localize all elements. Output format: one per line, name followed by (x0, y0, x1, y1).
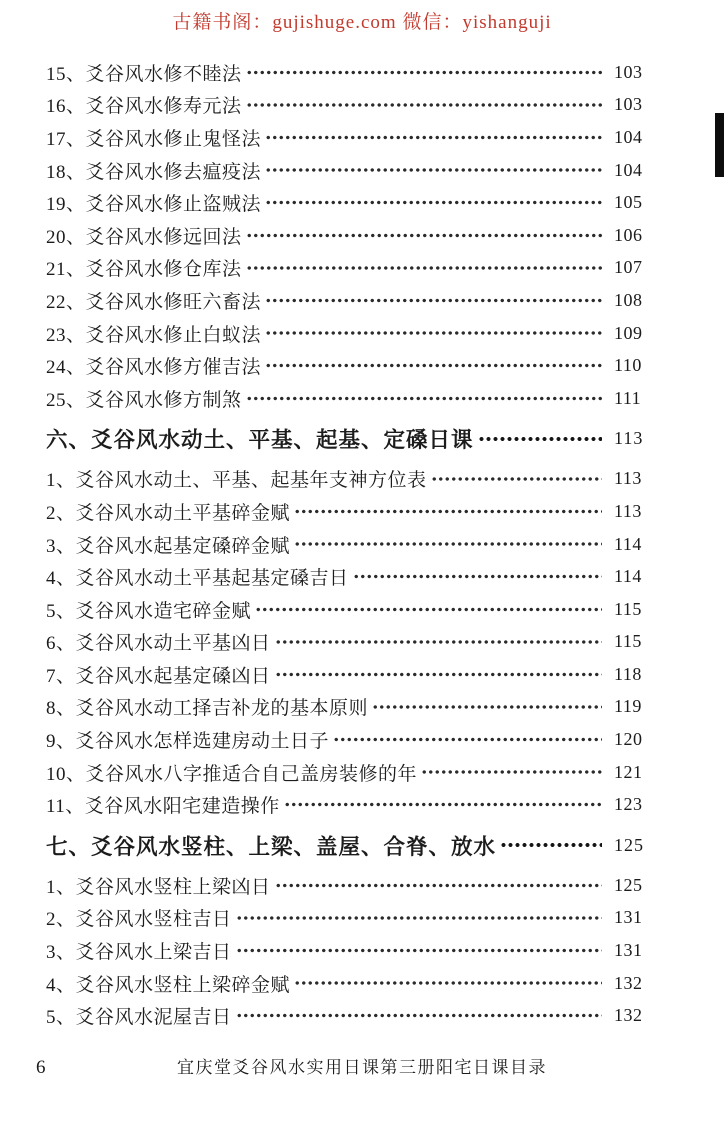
dot-leader (275, 626, 602, 659)
dot-leader (353, 560, 602, 593)
toc-row (46, 56, 660, 89)
page-number: 119 (614, 696, 642, 717)
toc-row (46, 121, 660, 154)
page-number: 103 (614, 61, 643, 82)
toc-row (46, 658, 660, 691)
toc-row (46, 691, 660, 724)
dot-leader (284, 788, 602, 821)
dot-leader (246, 89, 602, 122)
toc-row (46, 349, 660, 382)
toc-row (46, 934, 660, 967)
dot-leader (294, 967, 602, 1000)
page-number: 121 (614, 761, 643, 782)
dot-leader (246, 382, 602, 415)
page-number: 125 (614, 834, 644, 855)
footer-page-number: 6 (36, 1057, 46, 1078)
dot-leader (246, 219, 602, 252)
page-number: 131 (614, 940, 643, 961)
page-number: 118 (614, 663, 642, 684)
toc-entry-label: 3、爻谷风水起基定磉碎金赋 (46, 535, 291, 557)
toc-entry-label: 2、爻谷风水动土平基碎金赋 (46, 502, 291, 524)
toc-entry-label: 18、爻谷风水修去瘟疫法 (46, 161, 262, 183)
toc-row (46, 967, 660, 1000)
page-number: 114 (614, 566, 642, 587)
toc-row (46, 593, 660, 626)
toc-entry-label: 16、爻谷风水修寿元法 (46, 96, 242, 118)
page-number: 113 (614, 500, 642, 521)
page-number: 115 (614, 631, 642, 652)
toc-row (46, 284, 660, 317)
toc-row (46, 219, 660, 252)
page-number: 106 (614, 224, 643, 245)
toc-row (46, 154, 660, 187)
toc-entry-label: 23、爻谷风水修止白蚁法 (46, 324, 262, 346)
page-number: 107 (614, 257, 643, 278)
page-number: 110 (614, 355, 642, 376)
toc-entry-label: 8、爻谷风水动工择吉补龙的基本原则 (46, 698, 369, 720)
page-number: 120 (614, 729, 643, 750)
toc-entry-label: 六、爻谷风水动土、平基、起基、定磉日课 (46, 428, 474, 453)
toc-entry-label: 1、爻谷风水竖柱上梁凶日 (46, 876, 271, 898)
dot-leader (275, 658, 602, 691)
toc-entry-label: 4、爻谷风水竖柱上梁碎金赋 (46, 974, 291, 996)
toc-row (46, 495, 660, 528)
dot-leader (255, 593, 602, 626)
toc-section-heading (46, 823, 660, 867)
toc-section-heading (46, 417, 660, 461)
page-number: 105 (614, 192, 643, 213)
dot-leader (265, 154, 602, 187)
toc-row (46, 756, 660, 789)
toc-row (46, 89, 660, 122)
toc-row (46, 788, 660, 821)
toc-entry-label: 10、爻谷风水八字推适合自己盖房装修的年 (46, 763, 418, 785)
toc-entry-label: 5、爻谷风水泥屋吉日 (46, 1007, 232, 1029)
page-number: 104 (614, 126, 643, 147)
toc-entry-label: 11、爻谷风水阳宅建造操作 (46, 796, 280, 818)
toc-entry-label: 七、爻谷风水竖柱、上梁、盖屋、合脊、放水 (46, 834, 497, 859)
dot-leader (275, 869, 602, 902)
dot-leader (246, 56, 602, 89)
toc-entry-label: 19、爻谷风水修止盗贼法 (46, 194, 262, 216)
page-number: 132 (614, 1005, 643, 1026)
toc-row (46, 560, 660, 593)
toc-entry-label: 17、爻谷风水修止鬼怪法 (46, 128, 262, 150)
toc-row (46, 317, 660, 350)
toc-row (46, 999, 660, 1032)
toc-entry-label: 7、爻谷风水起基定磉凶日 (46, 665, 271, 687)
page-number: 114 (614, 533, 642, 554)
dot-leader (421, 756, 602, 789)
page-number: 132 (614, 972, 643, 993)
page-number: 103 (614, 94, 643, 115)
scan-edge-mark (715, 113, 724, 177)
toc (46, 56, 660, 1032)
watermark-header: 古籍书阁：gujishuge.com 微信：yishanguji (172, 12, 552, 33)
page-number: 113 (614, 428, 644, 449)
page-number: 113 (614, 468, 642, 489)
dot-leader (265, 317, 602, 350)
page-number: 104 (614, 159, 643, 180)
toc-entry-label: 20、爻谷风水修远回法 (46, 226, 242, 248)
dot-leader (265, 186, 602, 219)
toc-entry-label: 5、爻谷风水造宅碎金赋 (46, 600, 252, 622)
page-number: 115 (614, 598, 642, 619)
toc-row (46, 528, 660, 561)
dot-leader (265, 121, 602, 154)
dot-leader (246, 252, 602, 285)
toc-row (46, 902, 660, 935)
page-number: 123 (614, 794, 643, 815)
page-number: 125 (614, 874, 643, 895)
toc-row (46, 382, 660, 415)
toc-entry-label: 9、爻谷风水怎样选建房动土日子 (46, 731, 330, 753)
toc-entry-label: 25、爻谷风水修方制煞 (46, 389, 242, 411)
toc-row (46, 463, 660, 496)
dot-leader (265, 349, 602, 382)
toc-entry-label: 6、爻谷风水动土平基凶日 (46, 633, 271, 655)
dot-leader (265, 284, 602, 317)
toc-entry-label: 22、爻谷风水修旺六畜法 (46, 291, 262, 313)
toc-row (46, 186, 660, 219)
toc-row (46, 252, 660, 285)
dot-leader (431, 463, 602, 496)
footer (0, 1053, 724, 1083)
page-number: 108 (614, 289, 643, 310)
toc-entry-label: 15、爻谷风水修不睦法 (46, 63, 242, 85)
footer-title: 宜庆堂爻谷风水实用日课第三册阳宅日课目录 (177, 1058, 547, 1077)
dot-leader (294, 495, 602, 528)
page-number: 131 (614, 907, 643, 928)
dot-leader (333, 723, 602, 756)
toc-entry-label: 21、爻谷风水修仓库法 (46, 259, 242, 281)
dot-leader (372, 691, 602, 724)
toc-entry-label: 4、爻谷风水动土平基起基定磉吉日 (46, 568, 349, 590)
page-number: 109 (614, 322, 643, 343)
toc-row (46, 626, 660, 659)
dot-leader (500, 823, 602, 867)
toc-entry-label: 1、爻谷风水动土、平基、起基年支神方位表 (46, 470, 427, 492)
dot-leader (236, 934, 602, 967)
page-number: 111 (614, 387, 642, 408)
dot-leader (236, 999, 602, 1032)
dot-leader (294, 528, 602, 561)
toc-entry-label: 24、爻谷风水修方催吉法 (46, 357, 262, 379)
dot-leader (236, 902, 602, 935)
toc-entry-label: 2、爻谷风水竖柱吉日 (46, 909, 232, 931)
toc-entry-label: 3、爻谷风水上梁吉日 (46, 942, 232, 964)
dot-leader (478, 417, 602, 461)
toc-row (46, 869, 660, 902)
toc-row (46, 723, 660, 756)
